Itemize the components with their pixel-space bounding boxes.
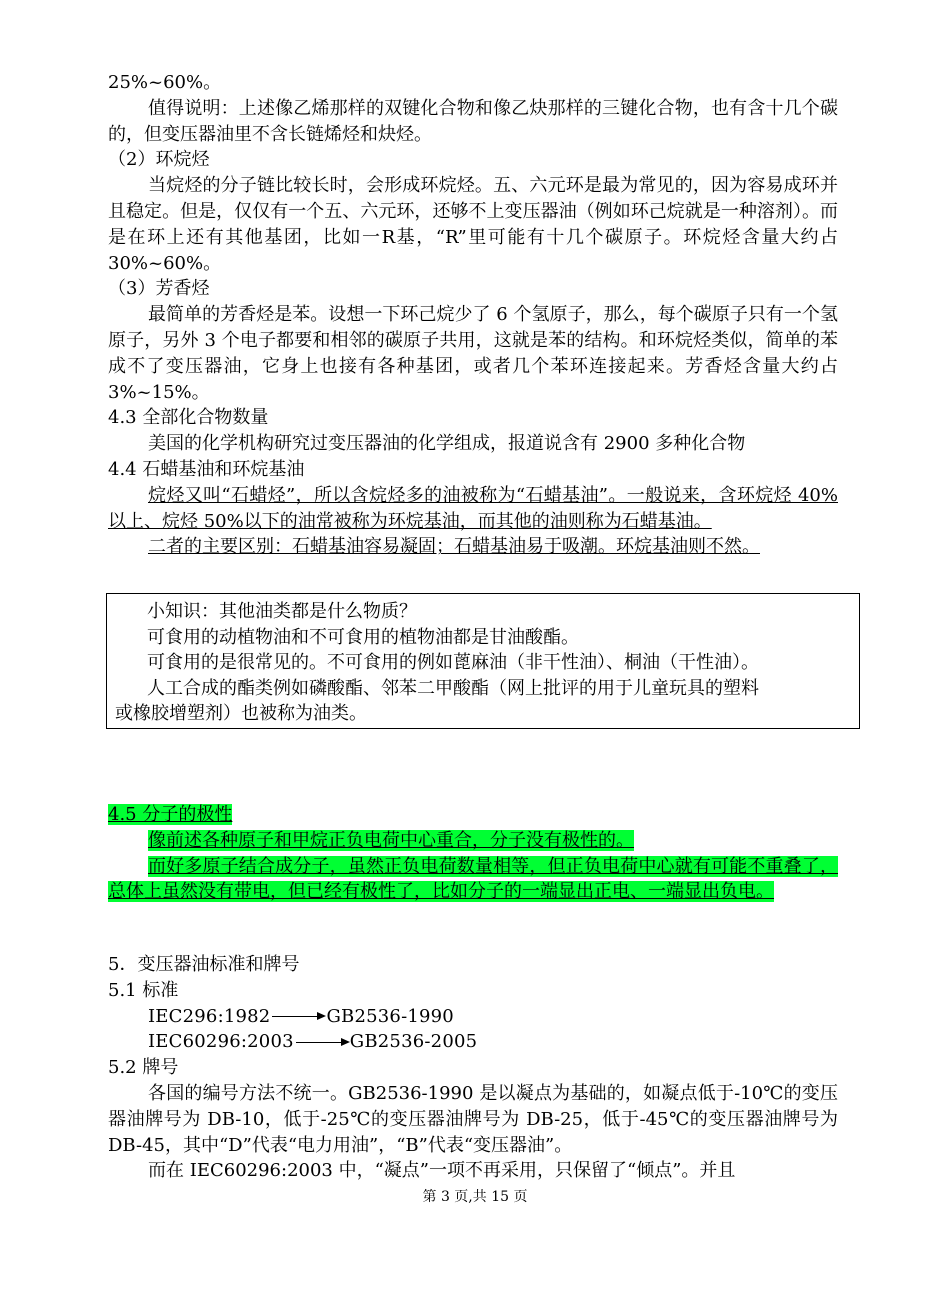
heading-4-3: 4.3 全部化合物数量 xyxy=(108,407,269,429)
upper-text-block xyxy=(108,70,838,560)
heading-4-4: 4.4 石蜡基油和环烷基油 xyxy=(108,458,305,480)
box-line: 小知识：其他油类都是什么物质？ xyxy=(147,601,417,622)
paragraph-5-3: 而在 IEC60296:2003 中，“凝点”一项不再采用，只保留了“倾点”。并且 xyxy=(148,1160,736,1182)
text-line: 25%~60%。 xyxy=(108,72,222,93)
heading-5: 5．变压器油标准和牌号 xyxy=(108,954,300,975)
standard-to: GB2536-1990 xyxy=(326,1005,454,1027)
paragraph-4-4-b: 二者的主要区别：石蜡基油容易凝固；石蜡基油易于吸潮。环烷基油则不然。 xyxy=(148,536,760,558)
heading-5-1: 5.1 标准 xyxy=(108,979,179,1001)
standard-row-2 xyxy=(108,1029,838,1055)
standard-to: GB2536-2005 xyxy=(349,1031,478,1053)
page-footer: 第 3 页,共 15 页 xyxy=(422,1189,528,1205)
knowledge-box xyxy=(106,593,860,729)
heading-cycloalkane: （2）环烷烃 xyxy=(108,149,210,171)
box-line: 或橡胶增塑剂）也被称为油类。 xyxy=(115,703,367,724)
arrow-right-icon xyxy=(296,1042,348,1044)
box-line: 人工合成的酯类例如磷酸酯、邻苯二甲酸酯（网上批评的用于儿童玩具的塑料 xyxy=(147,677,759,699)
paragraph-4-4-a: 烷烃又叫“石蜡烃”，所以含烷烃多的油被称为“石蜡基油”。一般说来，含环烷烃 40%以上、烷烃 50%以下的油常被称为环烷基油，而其他的油则称为石蜡基油。 xyxy=(108,484,838,532)
section-4-5 xyxy=(108,802,838,905)
paragraph-4-3: 美国的化学机构研究过变压器油的化学组成，报道说含有 2900 多种化合物 xyxy=(148,433,746,455)
standard-from: IEC60296:2003 xyxy=(148,1031,294,1053)
paragraph-cycloalkane: 当烷烃的分子链比较长时，会形成环烷烃。五、六元环是最为常见的，因为容易成环并且稳定。但是，仅仅有一个五、六元环，还够不上变压器油（例如环己烷就是一种溶剂）。而是在环上还有其他基团，比如一R基，“R”里可能有十几个碳原子。环烷烃含量大约占 30%~60%。 xyxy=(108,175,838,274)
heading-5-2: 5.2 牌号 xyxy=(108,1057,179,1079)
section-5 xyxy=(108,952,838,1184)
arrow-right-icon xyxy=(272,1016,324,1018)
standard-from: IEC296:1982 xyxy=(148,1005,271,1027)
heading-aromatic: （3）芳香烃 xyxy=(108,278,210,300)
box-line: 可食用的动植物油和不可食用的植物油都是甘油酸酯。 xyxy=(147,626,579,648)
paragraph-4-5-a: 像前述各种原子和甲烷正负电荷中心重合，分子没有极性的。 xyxy=(148,829,634,851)
standard-row-1 xyxy=(108,1004,838,1030)
paragraph-aromatic: 最简单的芳香烃是苯。设想一下环己烷少了 6 个氢原子，那么，每个碳原子只有一个氢原子，另外 3 个电子都要和相邻的碳原子共用，这就是苯的结构。和环烷烃类似，简单的苯成不了变压器油，它身上也接有各种基团，或者几个苯环连接起来。芳香烃含量大约占 3%~15%。 xyxy=(108,304,838,403)
paragraph-4-5-b: 而好多原子结合成分子，虽然正负电荷数量相等，但正负电荷中心就有可能不重叠了，总体上虽然没有带电，但已经有极性了，比如分子的一端显出正电、一端显出负电。 xyxy=(108,855,838,903)
box-line: 可食用的是很常见的。不可食用的例如蓖麻油（非干性油）、桐油（干性油）。 xyxy=(147,652,759,673)
heading-4-5: 4.5 分子的极性 xyxy=(108,804,233,825)
paragraph-note: 值得说明：上述像乙烯那样的双键化合物和像乙炔那样的三键化合物，也有含十几个碳的，但变压器油里不含长链烯烃和炔烃。 xyxy=(108,97,838,145)
paragraph-5-2: 各国的编号方法不统一。GB2536-1990 是以凝点为基础的，如凝点低于-10℃的变压器油牌号为 DB-10，低于-25℃的变压器油牌号为 DB-25，低于-45℃的变压器油牌号为 DB-45，其中“D”代表“电力用油”，“B”代表“变压器油”。 xyxy=(108,1082,838,1156)
